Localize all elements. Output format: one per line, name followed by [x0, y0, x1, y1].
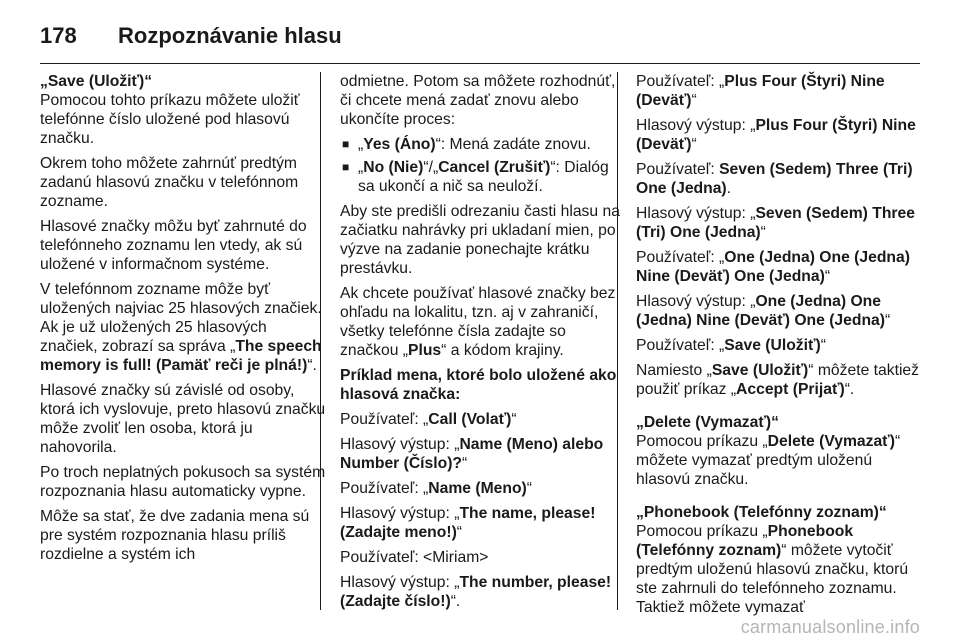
dialog-line: Používateľ: „Save (Uložiť)“: [636, 337, 826, 354]
message-text: The speech memory is full! (Pamäť reči je plná!): [40, 338, 322, 374]
section-heading-save: „Save (Uložiť)“: [40, 73, 153, 90]
dialog-line: Používateľ: „Call (Volať)“: [340, 411, 517, 428]
paragraph: Okrem toho môžete zahrnúť predtým zadanú hlasovú značku v telefónnom zozname.: [40, 155, 299, 210]
paragraph: Po troch neplatných pokusoch sa systém rozpoznania hlasu automaticky vypne.: [40, 464, 326, 500]
list-item: ■ „No (Nie)“/„Cancel (Zrušiť)“: Dialóg sa ukončí a nič sa neuloží.: [342, 159, 609, 195]
bullet-icon: ■: [342, 160, 350, 174]
section-heading-phonebook: „Phonebook (Telefónny zoznam)“: [636, 504, 887, 521]
section-heading-delete: „Delete (Vymazať)“: [636, 414, 779, 431]
bullet-icon: ■: [342, 137, 350, 151]
watermark: carmanualsonline.info: [740, 617, 920, 637]
paragraph: Aby ste predišli odrezaniu časti hlasu na začiatku nahrávky pri ukladaní mien, po výzve na zadanie ponechajte krátku prestávku.: [340, 203, 620, 277]
paragraph: Pomocou príkazu „Delete (Vymazať)“ môžete vymazať predtým uloženú hlasovú značku.: [636, 433, 901, 488]
dialog-line: Používateľ: „One (Jedna) One (Jedna) Nine (Deväť) One (Jedna)“: [636, 249, 910, 285]
dialog-line: Hlasový výstup: „The number, please! (Zadajte číslo!)“.: [340, 574, 612, 610]
option-list: [340, 135, 628, 196]
dialog-line: Hlasový výstup: „Plus Four (Štyri) Nine (Deväť)“: [636, 117, 916, 153]
column-1: [40, 72, 328, 570]
paragraph: Pomocou tohto príkazu môžete uložiť telefónne číslo uložené pod hlasovú značku.: [40, 92, 300, 147]
paragraph: Hlasové značky môžu byť zahrnuté do telefónneho zoznamu len vtedy, ak sú uložené v informačnom systéme.: [40, 218, 307, 273]
dialog-line: Používateľ: „Plus Four (Štyri) Nine (Deväť)“: [636, 73, 885, 109]
list-item: ■ „Yes (Áno)“: Mená zadáte znovu.: [342, 136, 591, 153]
paragraph: Pomocou príkazu „Phonebook (Telefónny zoznam)“ môžete vytočiť predtým uloženú hlasovú značku, ktorú ste zahrnuli do telefónneho zoznamu. Taktiež môžete vymazať: [636, 523, 909, 616]
paragraph: V telefónnom zozname môže byť uložených najviac 25 hlasových značiek. Ak je už uložených 25 hlasových značiek, zobrazí sa správa „The speech memory is full! (Pamäť reči je plná!)“.: [40, 281, 322, 374]
dialog-line: Hlasový výstup: „Seven (Sedem) Three (Tri) One (Jedna)“: [636, 205, 915, 241]
column-3: [636, 72, 924, 623]
paragraph: Môže sa stať, že dve zadania mena sú pre systém rozpoznania hlasu príliš rozdielne a systém ich: [40, 508, 310, 563]
dialog-line: Používateľ: <Miriam>: [340, 549, 489, 566]
paragraph: odmietne. Potom sa môžete rozhodnúť, či chcete mená zadať znovu alebo ukončíte proces:: [340, 73, 616, 128]
page-number: 178: [40, 23, 77, 48]
dialog-line: Hlasový výstup: „One (Jedna) One (Jedna) Nine (Deväť) One (Jedna)“: [636, 293, 891, 329]
page-title: Rozpoznávanie hlasu: [118, 23, 342, 48]
paragraph: Ak chcete používať hlasové značky bez ohľadu na lokalitu, tzn. aj v zahraničí, všetky telefónne čísla zadajte so značkou „Plus“ a kódom krajiny.: [340, 285, 616, 359]
header-rule: [40, 63, 920, 64]
dialog-line: Hlasový výstup: „The name, please! (Zadajte meno!)“: [340, 505, 596, 541]
dialog-line: Používateľ: Seven (Sedem) Three (Tri) One (Jedna).: [636, 161, 913, 197]
column-2: [340, 72, 628, 617]
page-header: [40, 16, 920, 56]
dialog-line: Používateľ: „Name (Meno)“: [340, 480, 533, 497]
dialog-line: Hlasový výstup: „Name (Meno) alebo Number (Číslo)?“: [340, 436, 604, 472]
example-heading: Príklad mena, ktoré bolo uložené ako hlasová značka:: [340, 367, 617, 403]
paragraph: Hlasové značky sú závislé od osoby, ktorá ich vyslovuje, preto hlasovú značku môže zvoliť len osoba, ktorá ju nahovorila.: [40, 382, 326, 456]
paragraph: Namiesto „Save (Uložiť)“ môžete taktiež použiť príkaz „Accept (Prijať)“.: [636, 362, 920, 398]
